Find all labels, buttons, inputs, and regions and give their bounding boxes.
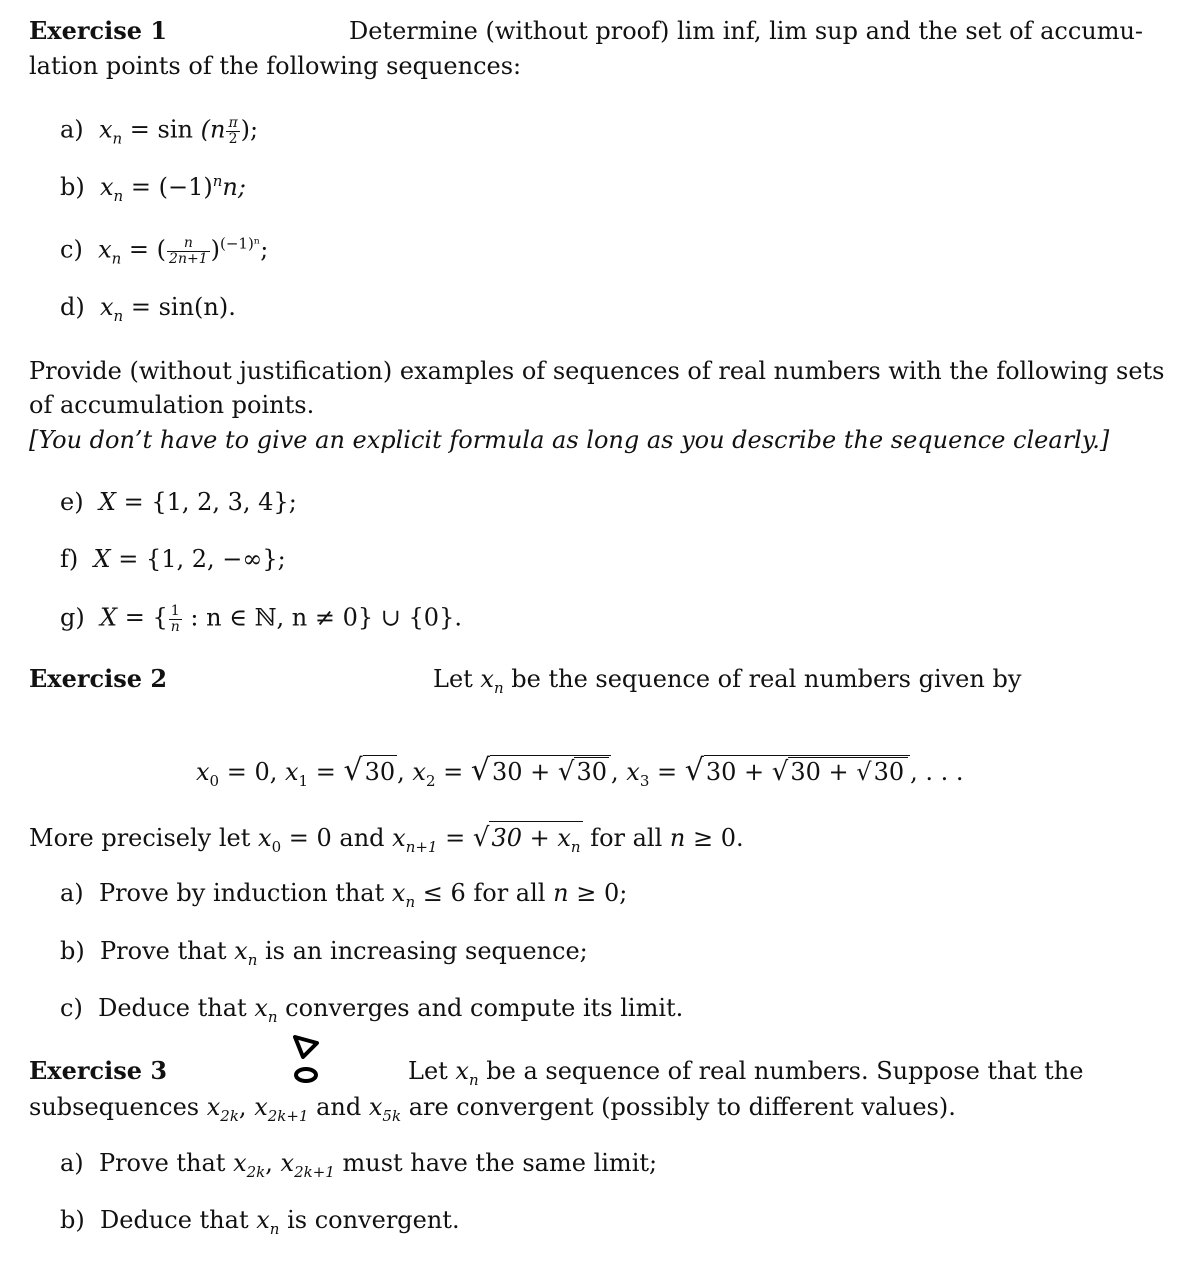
exercise-1-intro-line-2: lation points of the following sequences: [29,52,522,80]
exercise-3-item-b: b) Deduce that $x_n$ is convergent. [60,1206,460,1238]
exercise-2-display-equation: $x_0 = 0$, $x_1 = √30$, $x_2 = √30 + √30$ , $x_3 = √30 + √30 + √30$ , . . . [196,753,964,790]
triangle-mark [295,1037,317,1057]
exercise-1-paragraph-line-1: Provide (without justification) examples of sequences of real numbers with the following sets [29,357,1165,385]
exercise-2-item-b: b) Prove that $x_n$ is an increasing sequence; [60,937,588,969]
exercise-2-heading: Exercise 2 [29,664,168,693]
exercise-1-item-a: a) $x_n = \sin (n$ $\frac{\pi}{2}$ ); [60,115,259,148]
exercise-1-item-c: c) $x_n$ = ( $\frac{n}{2n+1}$ )$^{(-1)^n}$; [60,234,269,268]
handwritten-mark-icon [291,1033,321,1085]
exercise-3-intro-line-2: subsequences $x_{2k}$, $x_{2k+1}$ and $x_{5k}$ are convergent (possibly to different values). [29,1093,956,1125]
exercise-1-note: [You don’t have to give an explicit formula as long as you describe the sequence clearly.] [29,426,1110,454]
exercise-1-item-d: d) $x_n = \sin(n)$. [60,293,236,325]
exercise-1-paragraph-line-2: of accumulation points. [29,391,315,419]
exercise-1-set-g: g) X = { $\frac{1}{n}$ : n ∈ ℕ, n ≠ 0} ∪ {0}. [60,603,462,635]
exercise-2-item-a: a) Prove by induction that $x_n \le 6$ for all n ≥ 0; [60,879,628,911]
exercise-1-intro-line-1: Determine (without proof) lim inf, lim sup and the set of accumu- [349,17,1144,45]
exercise-2-intro: Let $x_n$ be the sequence of real numbers given by [433,665,1022,697]
exercise-1-heading: Exercise 1 [29,16,168,45]
exercise-1-set-e: e) X = {1, 2, 3, 4}; [60,488,297,516]
exercise-1-set-f: f) X = {1, 2, −∞}; [60,545,286,573]
oval-mark [296,1069,316,1081]
exercise-2-item-c: c) Deduce that $x_n$ converges and compute its limit. [60,994,684,1026]
exercise-1-item-b: b) $x_n = (-1)^nn$; [60,172,246,205]
exercise-2-precise-definition: More precisely let $x_0 = 0$ and $x_{n+1} = √30 + x_n$ for all n ≥ 0. [29,823,744,856]
exercise-3-heading: Exercise 3 [29,1056,168,1085]
exercise-3-item-a: a) Prove that $x_{2k}$, $x_{2k+1}$ must have the same limit; [60,1149,658,1181]
exercise-3-intro: Let $x_n$ be a sequence of real numbers. Suppose that the [408,1057,1084,1089]
